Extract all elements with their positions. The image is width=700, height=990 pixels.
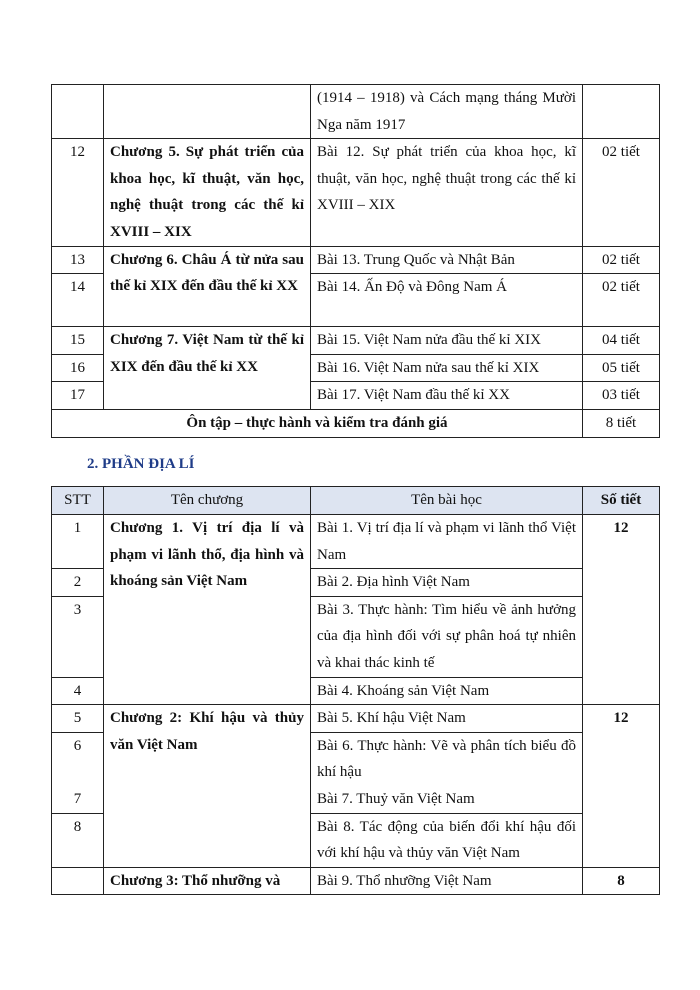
stt-cell: 5 bbox=[52, 705, 104, 733]
stt-cell: 13 bbox=[52, 246, 104, 274]
history-program-table bbox=[51, 84, 660, 438]
stt-cell: 15 bbox=[52, 327, 104, 355]
chapter-cell: Chương 3: Thổ nhưỡng và bbox=[104, 867, 311, 895]
stt-cell: 3 bbox=[52, 596, 104, 677]
periods-cell: 02 tiết bbox=[583, 246, 660, 274]
lesson-cell: Bài 13. Trung Quốc và Nhật Bản bbox=[311, 246, 583, 274]
stt-cell: 17 bbox=[52, 382, 104, 410]
lesson-cell: Bài 15. Việt Nam nửa đầu thế kỉ XIX bbox=[311, 327, 583, 355]
lesson-cell: Bài 4. Khoáng sản Việt Nam bbox=[311, 677, 583, 705]
stt-value: 7 bbox=[73, 790, 82, 807]
header-periods: Số tiết bbox=[583, 487, 660, 515]
periods-cell: 05 tiết bbox=[583, 354, 660, 382]
periods-cell: 02 tiết bbox=[583, 139, 660, 246]
lesson-cell: Bài 2. Địa hình Việt Nam bbox=[311, 569, 583, 597]
periods-cell: 02 tiết bbox=[583, 274, 660, 327]
table-row bbox=[52, 867, 660, 895]
periods-cell: 12 bbox=[583, 515, 660, 705]
header-lesson: Tên bài học bbox=[311, 487, 583, 515]
table-row bbox=[52, 85, 660, 139]
periods-cell: 04 tiết bbox=[583, 327, 660, 355]
chapter-cell: Chương 1. Vị trí địa lí và phạm vi lãnh thổ, địa hình và khoáng sản Việt Nam bbox=[104, 515, 311, 705]
summary-label: Ôn tập – thực hành và kiểm tra đánh giá bbox=[52, 409, 583, 437]
stt-cell: 1 bbox=[52, 515, 104, 569]
stt-cell: 16 bbox=[52, 354, 104, 382]
table-row bbox=[52, 327, 660, 355]
section-heading: 2. PHẦN ĐỊA LÍ bbox=[87, 456, 195, 472]
header-stt: STT bbox=[52, 487, 104, 515]
periods-cell: 12 bbox=[583, 705, 660, 868]
stt-cell: 8 bbox=[52, 813, 104, 867]
lesson-cell: Bài 8. Tác động của biến đổi khí hậu đối với khí hậu và thủy văn Việt Nam bbox=[311, 813, 583, 867]
chapter-cell: Chương 7. Việt Nam từ thế kỉ XIX đến đầu thế kỉ XX bbox=[104, 327, 311, 410]
table-header-row bbox=[52, 487, 660, 515]
chapter-cell: Chương 6. Châu Á từ nửa sau thế kỉ XIX đến đầu thế kỉ XX bbox=[104, 246, 311, 327]
stt-cell: 4 bbox=[52, 677, 104, 705]
lesson-cell bbox=[311, 732, 583, 813]
table-row bbox=[52, 515, 660, 569]
lesson-cell: Bài 3. Thực hành: Tìm hiểu về ảnh hưởng của địa hình đối với sự phân hoá tự nhiên và khai thác kinh tế bbox=[311, 596, 583, 677]
summary-row bbox=[52, 409, 660, 437]
table-row bbox=[52, 139, 660, 246]
lesson-cell: Bài 9. Thổ nhưỡng Việt Nam bbox=[311, 867, 583, 895]
lesson-text: Bài 7. Thuỷ văn Việt Nam bbox=[317, 790, 475, 807]
geography-program-table bbox=[51, 486, 660, 895]
header-chapter: Tên chương bbox=[104, 487, 311, 515]
lesson-text: Bài 6. Thực hành: Vẽ và phân tích biểu đồ khí hậu bbox=[317, 737, 576, 781]
table-row bbox=[52, 705, 660, 733]
stt-value: 6 bbox=[73, 737, 82, 754]
chapter-cell: Chương 2: Khí hậu và thủy văn Việt Nam bbox=[104, 705, 311, 868]
summary-periods: 8 tiết bbox=[583, 409, 660, 437]
stt-cell bbox=[52, 867, 104, 895]
lesson-cell: (1914 – 1918) và Cách mạng tháng Mười Nga năm 1917 bbox=[311, 85, 583, 139]
stt-cell: 12 bbox=[52, 139, 104, 246]
table-row bbox=[52, 246, 660, 274]
lesson-cell: Bài 1. Vị trí địa lí và phạm vi lãnh thổ Việt Nam bbox=[311, 515, 583, 569]
periods-cell: 8 bbox=[583, 867, 660, 895]
stt-cell bbox=[52, 732, 104, 813]
lesson-cell: Bài 14. Ấn Độ và Đông Nam Á bbox=[311, 274, 583, 327]
lesson-cell: Bài 5. Khí hậu Việt Nam bbox=[311, 705, 583, 733]
periods-cell: 03 tiết bbox=[583, 382, 660, 410]
lesson-cell: Bài 16. Việt Nam nửa sau thế kỉ XIX bbox=[311, 354, 583, 382]
lesson-cell: Bài 12. Sự phát triển của khoa học, kĩ thuật, văn học, nghệ thuật trong các thế kỉ XVIII – XIX bbox=[311, 139, 583, 246]
stt-cell: 2 bbox=[52, 569, 104, 597]
chapter-cell: Chương 5. Sự phát triển của khoa học, kĩ thuật, văn học, nghệ thuật trong các thế kỉ XVIII – XIX bbox=[104, 139, 311, 246]
lesson-cell: Bài 17. Việt Nam đầu thế kỉ XX bbox=[311, 382, 583, 410]
stt-cell: 14 bbox=[52, 274, 104, 327]
